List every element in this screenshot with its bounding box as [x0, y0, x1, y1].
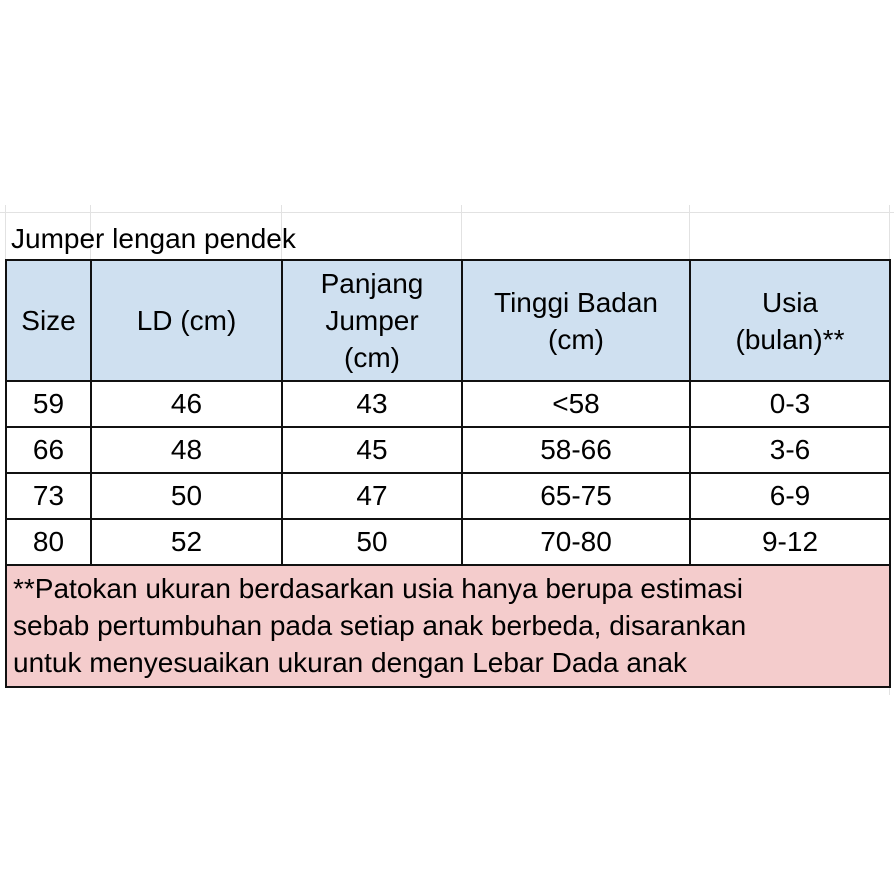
cell-panjang: 43 — [282, 381, 462, 427]
cell-usia: 3-6 — [690, 427, 890, 473]
cell-panjang: 45 — [282, 427, 462, 473]
cell-ld: 52 — [91, 519, 282, 565]
cell-panjang: 47 — [282, 473, 462, 519]
header-panjang-jumper: Panjang Jumper (cm) — [282, 260, 462, 381]
sheet-gridline — [461, 205, 462, 259]
size-chart-table — [5, 259, 891, 688]
cell-usia: 6-9 — [690, 473, 890, 519]
note-line: untuk menyesuaikan ukuran dengan Lebar Dada anak — [13, 647, 688, 678]
header-ld: LD (cm) — [91, 260, 282, 381]
note-line: sebab pertumbuhan pada setiap anak berbeda, disarankan — [13, 610, 747, 641]
cell-size: 80 — [6, 519, 91, 565]
cell-size: 73 — [6, 473, 91, 519]
age-estimate-note — [6, 565, 890, 687]
note-line: **Patokan ukuran berdasarkan usia hanya berupa estimasi — [13, 573, 744, 604]
cell-ld: 48 — [91, 427, 282, 473]
cell-size: 66 — [6, 427, 91, 473]
cell-ld: 46 — [91, 381, 282, 427]
table-row — [6, 519, 890, 565]
table-title: Jumper lengan pendek — [11, 223, 296, 254]
cell-tinggi: 58-66 — [462, 427, 690, 473]
table-row — [6, 473, 890, 519]
header-usia: Usia (bulan)** — [690, 260, 890, 381]
cell-tinggi: 65-75 — [462, 473, 690, 519]
cell-usia: 9-12 — [690, 519, 890, 565]
cell-panjang: 50 — [282, 519, 462, 565]
cell-ld: 50 — [91, 473, 282, 519]
cell-usia: 0-3 — [690, 381, 890, 427]
table-row — [6, 381, 890, 427]
note-row — [6, 565, 890, 687]
cell-size: 59 — [6, 381, 91, 427]
header-row — [6, 260, 890, 381]
header-tinggi-badan: Tinggi Badan (cm) — [462, 260, 690, 381]
cell-tinggi: <58 — [462, 381, 690, 427]
cell-tinggi: 70-80 — [462, 519, 690, 565]
header-size: Size — [6, 260, 91, 381]
table-row — [6, 427, 890, 473]
sheet-gridline — [689, 205, 690, 259]
